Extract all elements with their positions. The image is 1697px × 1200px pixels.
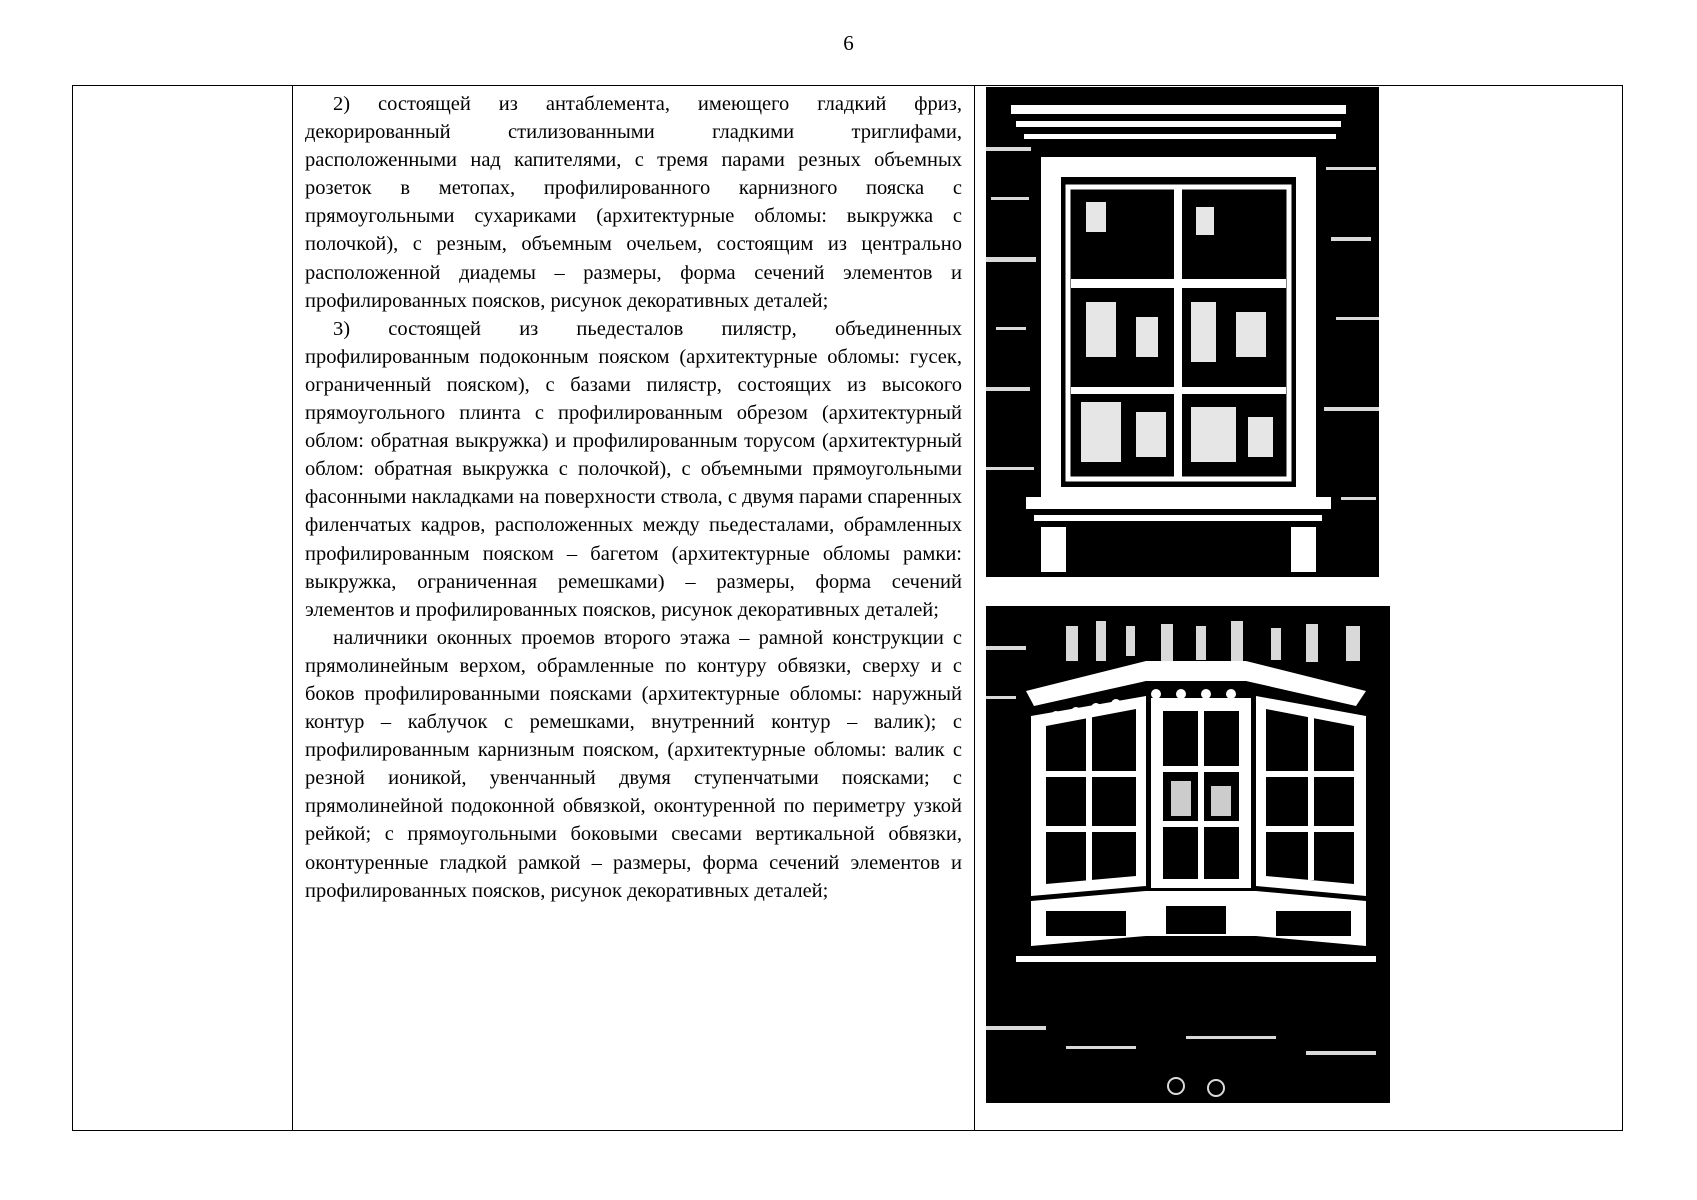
- paragraph-entablature: 2) состоящей из антаблемента, имеющего гладкий фриз, декорированный стилизованными гладкими триглифами, расположенными над капителями, с тремя парами резных объемных розеток в метопах, профилированного карнизного пояска с прямоугольными сухариками (архитектурные обломы: выкружка с полочкой), с резным, объемным очельем, состоящим из центрально расположенной диадемы – размеры, форма сечений элементов и профилированных поясков, рисунок декоративных деталей;: [305, 93, 962, 312]
- paragraph-second-floor-frames: наличники оконных проемов второго этажа – рамной конструкции с прямолинейным верхом, обрамленные по контуру обвязки, сверху и с боков профилированными поясками (архитектурные обломы: наружный контур – каблучок с ремешками, внутренний контур – валик); с профилированным карнизным пояском, (архитектурные обломы: валик с резной ионикой, увенчанный двумя ступенчатыми поясками; с прямолинейной подоконной обвязкой, оконтуренной по периметру узкой рейкой; с прямоугольными боковыми свесами вертикальной обвязки, оконтуренные гладкой рамкой – размеры, форма сечений элементов и профилированных поясков, рисунок декоративных деталей;: [305, 626, 962, 902]
- column-divider-right: [974, 86, 975, 1130]
- document-table: [72, 85, 1623, 1131]
- bay-window-photo: [986, 606, 1390, 1103]
- page-number: 6: [843, 31, 854, 55]
- paragraph-pedestals: 3) состоящей из пьедесталов пилястр, объединенных профилированным подоконным пояском (архитектурные обломы: гусек, ограниченный пояском), с базами пилястр, состоящих из высокого прямоугольного плинта с профилированным обрезом (архитектурный облом: обратная выкружка) и профилированным торусом (архитектурный облом: обратная выкружка с полочкой), с объемными прямоугольными фасонными накладками на поверхности ствола, с двумя парами спаренных филенчатых кадров, расположенных между пьедесталами, обрамленных профилированным пояском – багетом (архитектурные обломы рамки: выкружка, ограниченная ремешками) – размеры, форма сечений элементов и профилированных поясков, рисунок декоративных деталей;: [305, 317, 962, 621]
- column-divider-left: [292, 86, 293, 1130]
- description-cell: [305, 90, 962, 905]
- window-architrave-photo: [986, 87, 1379, 577]
